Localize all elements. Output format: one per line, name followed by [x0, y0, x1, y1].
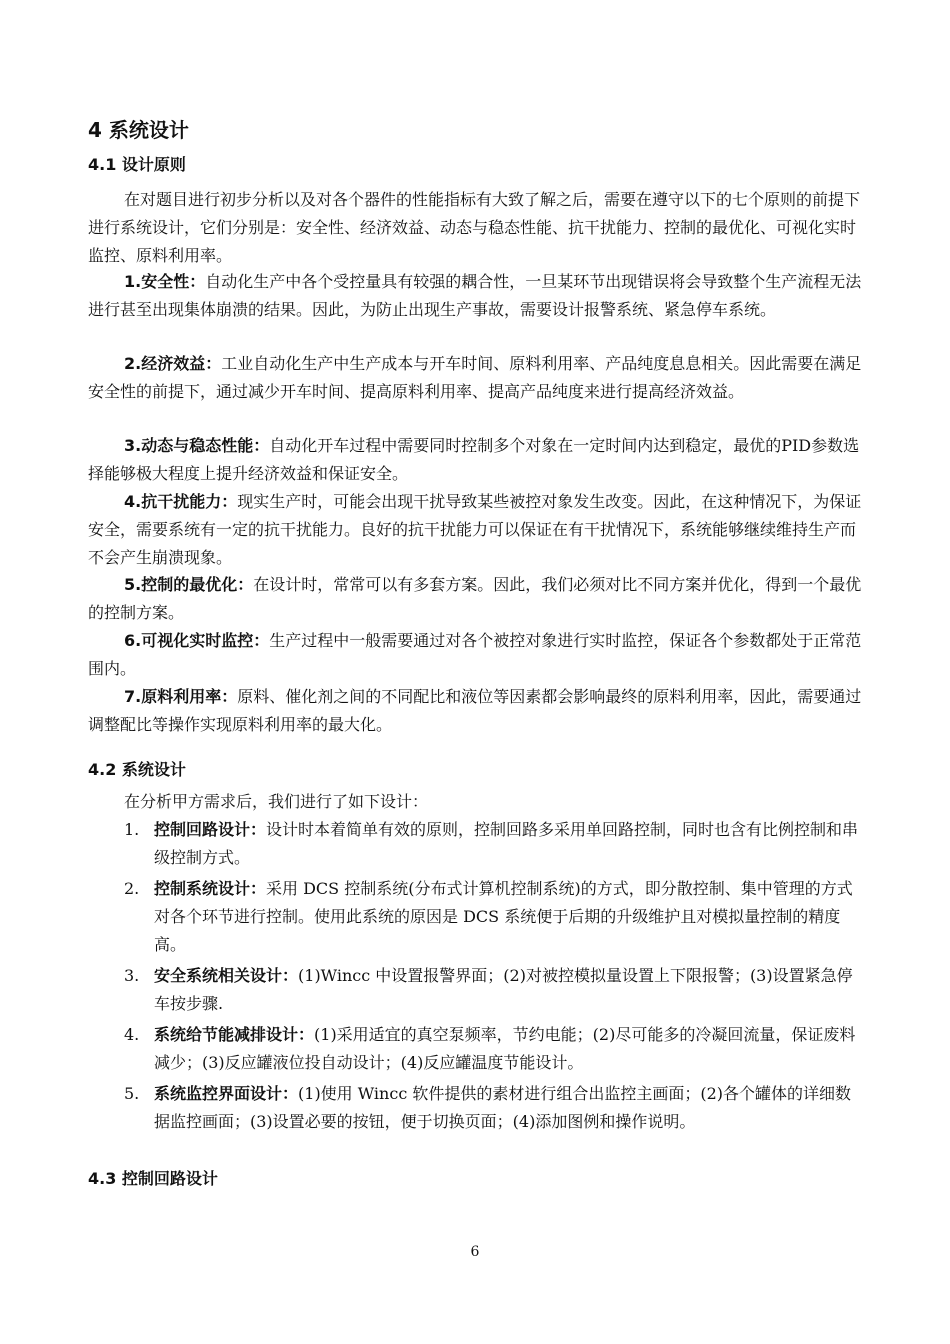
- intro-paragraph: 在对题目进行初步分析以及对各个器件的性能指标有大致了解之后，需要在遵守以下的七个原则的前提下进行系统设计，它们分别是：安全性、经济效益、动态与稳态性能、抗干扰能力、控制的最优化、可视化实时监控、原料利用率。: [88, 190, 861, 265]
- principle-label: 2.经济效益：: [124, 354, 222, 373]
- list-item: [88, 1080, 863, 1136]
- principle-paragraph: [88, 683, 863, 739]
- list-number: 4.: [124, 1025, 140, 1044]
- list-number: 5.: [124, 1084, 140, 1103]
- principle-text: 原料、催化剂之间的不同配比和液位等因素都会影响最终的原料利用率，因此，需要通过调整配比等操作实现原料利用率的最大化。: [88, 687, 862, 734]
- section-title: 4 系统设计: [88, 118, 189, 142]
- principle-text: 生产过程中一般需要通过对各个被控对象进行实时监控，保证各个参数都处于正常范围内。: [88, 631, 862, 678]
- list-item-label: 控制系统设计：: [154, 879, 267, 898]
- principle-paragraph: [88, 571, 863, 627]
- subsection-heading-4-3: 4.3 控制回路设计: [88, 1169, 218, 1188]
- principle-label: 7.原料利用率：: [124, 687, 238, 706]
- list-item-text: (1)使用 Wincc 软件提供的素材进行组合出监控主画面；(2)各个罐体的详细数据监控画面；(3)设置必要的按钮，便于切换页面；(4)添加图例和操作说明。: [154, 1084, 852, 1131]
- principle-paragraph: [88, 350, 863, 406]
- list-item-label: 安全系统相关设计：: [154, 966, 299, 985]
- list-item-text: (1)Wincc 中设置报警界面；(2)对被控模拟量设置上下限报警；(3)设置紧急停车按步骤.: [154, 966, 853, 1013]
- principle-paragraph: [88, 432, 863, 488]
- list-number: 3.: [124, 966, 140, 985]
- list-item: [88, 1021, 863, 1077]
- page-number: 6: [470, 1244, 480, 1260]
- subsection-heading-4-1: 4.1 设计原则: [88, 155, 186, 174]
- principle-text: 在设计时，常常可以有多套方案。因此，我们必须对比不同方案并优化，得到一个最优的控制方案。: [88, 575, 862, 622]
- list-number: 1.: [124, 820, 140, 839]
- list-item: [88, 962, 863, 1018]
- principle-text: 现实生产时，可能会出现干扰导致某些被控对象发生改变。因此，在这种情况下，为保证安全，需要系统有一定的抗干扰能力。良好的抗干扰能力可以保证在有干扰情况下，系统能够继续维持生产而不会产生崩溃现象。: [88, 492, 862, 567]
- principle-paragraph: [88, 268, 863, 324]
- principle-text: 自动化生产中各个受控量具有较强的耦合性，一旦某环节出现错误将会导致整个生产流程无法进行甚至出现集体崩溃的结果。因此，为防止出现生产事故，需要设计报警系统、紧急停车系统。: [88, 272, 862, 319]
- principle-label: 1.安全性：: [124, 272, 206, 291]
- list-item: [88, 816, 863, 872]
- principle-label: 4.抗干扰能力：: [124, 492, 238, 511]
- design-intro: 在分析甲方需求后，我们进行了如下设计：: [124, 792, 429, 811]
- list-item-text: (1)采用适宜的真空泵频率，节约电能；(2)尽可能多的冷凝回流量，保证废料减少；(3)反应罐液位投自动设计；(4)反应罐温度节能设计。: [154, 1025, 856, 1072]
- list-item-text: 采用 DCS 控制系统(分布式计算机控制系统)的方式，即分散控制、集中管理的方式对各个环节进行控制。使用此系统的原因是 DCS 系统便于后期的升级维护且对模拟量控制的精度高。: [154, 879, 853, 954]
- design-list: [88, 816, 863, 1139]
- principle-paragraph: [88, 627, 863, 683]
- subsection-heading-4-2: 4.2 系统设计: [88, 760, 186, 779]
- list-item: [88, 875, 863, 959]
- list-number: 2.: [124, 879, 140, 898]
- principle-label: 3.动态与稳态性能：: [124, 436, 270, 455]
- list-item-label: 控制回路设计：: [154, 820, 267, 839]
- principle-text: 自动化开车过程中需要同时控制多个对象在一定时间内达到稳定，最优的PID参数选择能够极大程度上提升经济效益和保证安全。: [88, 436, 860, 483]
- list-item-label: 系统监控界面设计：: [154, 1084, 299, 1103]
- list-item-label: 系统给节能减排设计：: [154, 1025, 315, 1044]
- principle-paragraph: [88, 488, 863, 572]
- principle-label: 5.控制的最优化：: [124, 575, 254, 594]
- principle-label: 6.可视化实时监控：: [124, 631, 270, 650]
- list-item-text: 设计时本着简单有效的原则，控制回路多采用单回路控制，同时也含有比例控制和串级控制方式。: [154, 820, 859, 867]
- principle-text: 工业自动化生产中生产成本与开车时间、原料利用率、产品纯度息息相关。因此需要在满足安全性的前提下，通过减少开车时间、提高原料利用率、提高产品纯度来进行提高经济效益。: [88, 354, 862, 401]
